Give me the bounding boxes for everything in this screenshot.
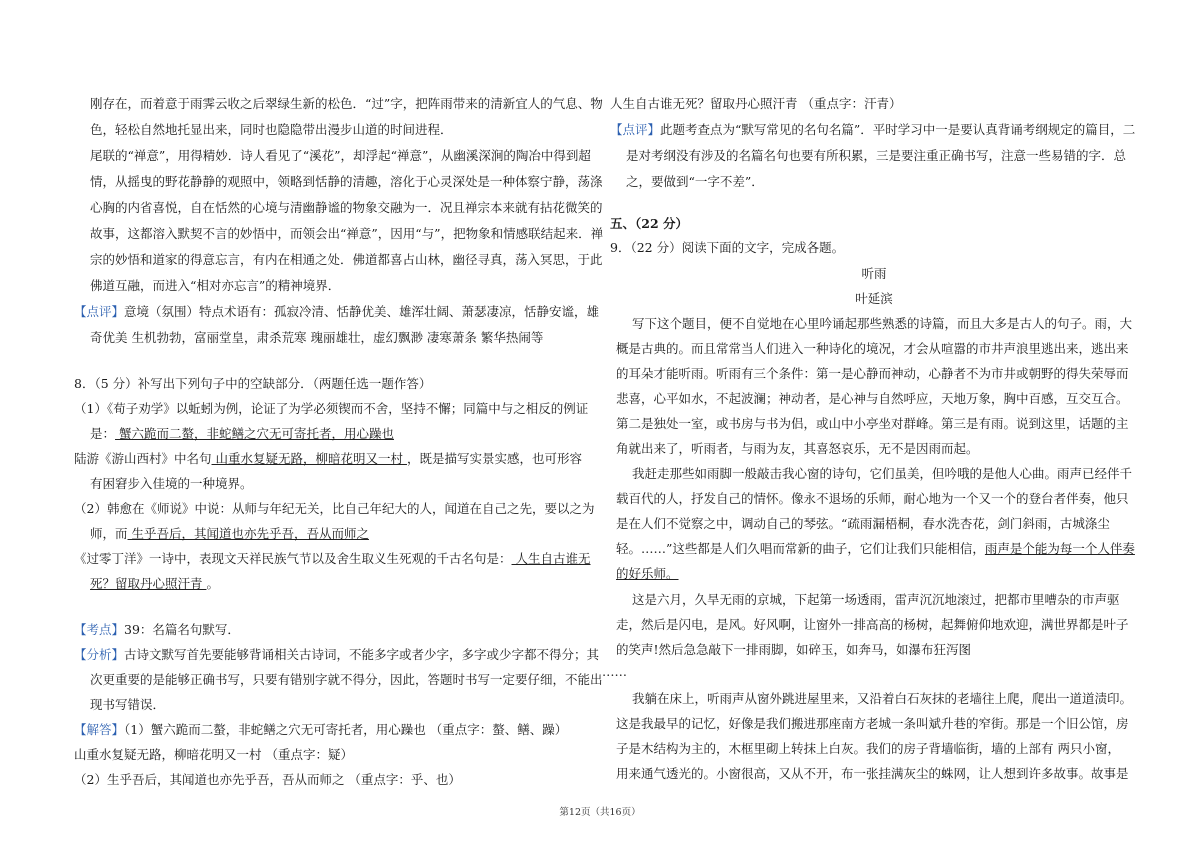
essay-line bbox=[616, 564, 679, 582]
text-line: 心胸的内省喜悦，自在恬然的心境与清幽静谧的物象交融为一．况且禅宗本来就有拈花微笑的 bbox=[90, 200, 603, 215]
analysis-block bbox=[74, 645, 599, 663]
essay-line: 的耳朵才能听雨。听雨有三个条件：第一是心静而神动，心静者不为市井或朝野的得失荣辱而 bbox=[616, 366, 1129, 381]
analysis-text: 古诗文默写首先要能够背诵相关古诗词，不能多字或者少字，多字或少字都不得分；其 bbox=[124, 647, 600, 662]
text-line: 人生自古谁无死？留取丹心照汗青 （重点字：汗青） bbox=[610, 96, 902, 111]
text-line bbox=[90, 424, 394, 442]
essay-line bbox=[616, 539, 1135, 557]
text-span: 。 bbox=[206, 576, 219, 591]
text-span: 陆游《游山西村》中名句 bbox=[74, 451, 212, 466]
text-line bbox=[90, 574, 219, 592]
answer-fill: 生乎吾后，其闻道也亦先乎吾，吾从而师之 bbox=[127, 526, 369, 541]
essay-line: 第二是独处一室，或书房与书为侣，或山中小亭坐对群峰。第三是有雨。说到这里，话题的主 bbox=[616, 416, 1129, 431]
comment-block bbox=[610, 120, 1135, 138]
text-span: 《过零丁洋》一诗中，表现文天祥民族气节以及舍生取义生死观的千古名句是： bbox=[74, 551, 512, 566]
text-line: 故事，这都溶入默契不言的妙悟中，而领会出“禅意”，因用“与”，把物象和情感联结起来．禅 bbox=[90, 226, 604, 241]
essay-line: 用来通气透光的。小窗很高，又从不开，布一张挂满灰尘的蛛网，让人想到许多故事。故事是 bbox=[616, 766, 1129, 781]
kaodian-block bbox=[74, 620, 240, 638]
text-line: 情，从摇曳的野花静静的观照中，领略到恬静的清趣，溶化于心灵深处是一种体察宁静，荡涤 bbox=[90, 174, 603, 189]
text-line: 宗的妙悟和道家的得意忘言，有内在相通之处．佛道都喜占山林，幽径寻真，荡入冥思，于此 bbox=[90, 252, 603, 267]
comment-tag: 【点评】 bbox=[74, 304, 125, 319]
essay-line: 我躺在床上，听雨声从窗外跳进屋里来，又沿着白石灰抹的老墙往上爬，爬出一道道渍印。 bbox=[632, 691, 1133, 706]
text-span: 是： bbox=[90, 426, 116, 441]
text-line bbox=[90, 524, 369, 542]
essay-author: 叶延滨 bbox=[855, 291, 893, 306]
question-title: 8．（5 分）补写出下列句子中的空缺部分．（两题任选一题作答） bbox=[74, 376, 432, 391]
essay-line: 角就出来了，听雨者，与雨为友，其喜怒哀乐，无不是因雨而起。 bbox=[616, 441, 979, 456]
analysis-tag: 【分析】 bbox=[74, 647, 125, 662]
comment-text: 奇优美 生机勃勃，富丽堂皇，肃杀荒寒 瑰丽雄壮，虚幻飘渺 凄寒萧条 繁华热闹等 bbox=[90, 330, 544, 345]
text-line: 佛道互融，而进入“相对亦忘言”的精神境界． bbox=[90, 278, 341, 293]
ellipsis: …… bbox=[602, 664, 627, 679]
answer-fill: 山重水复疑无路，柳暗花明又一村 bbox=[211, 451, 407, 466]
text-span: 师，而 bbox=[90, 526, 128, 541]
essay-line: 这是我最早的记忆，好像是我们搬进那座南方老城一条叫斌升巷的窄街。那是一个旧公馆，房 bbox=[616, 716, 1129, 731]
text-span: 轻。……”这些都是人们久唱而常新的曲子，它们让我们只能相信， bbox=[616, 541, 985, 556]
answer-text: 山重水复疑无路，柳暗花明又一村 （重点字：疑） bbox=[74, 747, 353, 762]
essay-line: 这是六月，久旱无雨的京城，下起第一场透雨，雷声沉沉地滚过，把都市里嘈杂的市声驱 bbox=[632, 592, 1120, 607]
comment-text: 意境（氛围）特点术语有：孤寂冷清、恬静优美、雄浑壮阔、萧瑟凄凉，恬静安谧，雄 bbox=[124, 304, 600, 319]
essay-line: 概是古典的。而且常常当人们进入一种诗化的境况，才会从喧嚣的市井声浪里逃出来，逃出来 bbox=[616, 341, 1129, 356]
essay-line: 写下这个题目，便不自觉地在心里吟诵起那些熟悉的诗篇，而且大多是古人的句子。雨，大 bbox=[632, 316, 1133, 331]
essay-line: 子是木结构为主的，木框里砌上转抹上白灰。我们的房子背墙临街，墙的上部有 两只小窗， bbox=[616, 741, 1120, 756]
section-heading: 五、（22 分） bbox=[610, 216, 688, 231]
text-line bbox=[74, 549, 591, 567]
analysis-text: 现书写错误． bbox=[90, 697, 166, 712]
comment-text: 是对考纲没有涉及的名篇名句也要有所积累，三是要注重正确书写，注意一些易错的字．总 bbox=[626, 148, 1127, 163]
answer-fill: 死？留取丹心照汗青 bbox=[90, 576, 207, 591]
text-line: 刚存在，而着意于雨霁云收之后翠绿生新的松色．“过”字，把阵雨带来的清新宜人的气息、物 bbox=[90, 96, 603, 111]
answer-fill: 人生自古谁无 bbox=[511, 551, 591, 566]
comment-tag: 【点评】 bbox=[610, 122, 661, 137]
essay-line: 的笑声!然后急急敲下一排雨脚，如碎玉，如奔马，如瀑布狂泻图 bbox=[616, 642, 972, 657]
answer-fill: 蟹六跪而二螯，非蛇鳝之穴无可寄托者，用心躁也 bbox=[115, 426, 394, 441]
comment-text: 之，要做到“一字不差”． bbox=[626, 174, 764, 189]
analysis-text: 次更重要的是能够正确书写，只要有错别字就不得分，因此，答题时书写一定要仔细，不能出 bbox=[90, 672, 603, 687]
text-line: 色，轻松自然地托显出来，同时也隐隐带出漫步山道的时间进程． bbox=[90, 122, 453, 137]
essay-line: 走，然后是闪电，是风。好风啊，让窗外一排高高的杨树，起舞俯仰地欢迎，满世界都是叶子 bbox=[616, 617, 1129, 632]
question-title: 9．（22 分）阅读下面的文字，完成各题。 bbox=[610, 240, 845, 255]
text-line: （1）《荀子劝学》以蚯蚓为例，论证了为学必须锲而不舍，坚持不懈；同篇中与之相反的例证 bbox=[74, 401, 589, 416]
text-line: （2）韩愈在《师说》中说：从师与年纪无关，比自己年纪大的人，闻道在自己之先，要以之为 bbox=[74, 501, 595, 516]
answer-block bbox=[74, 720, 567, 738]
answer-text: （2）生乎吾后，其闻道也亦先乎吾，吾从而师之 （重点字：乎、也） bbox=[74, 772, 461, 787]
underlined-sentence: 的好乐师。 bbox=[616, 566, 679, 581]
essay-line: 悲喜，心平如水，不起波澜；神动者，是心神与自然呼应，天地万象，胸中百感，互交互合。 bbox=[616, 391, 1129, 406]
text-line: 尾联的“禅意”，用得精妙．诗人看见了“溪花”，却浮起“禅意”，从幽溪深涧的陶冶中得到超 bbox=[90, 148, 591, 163]
essay-line: 是在人们不觉察之中，调动自己的琴弦。“疏雨漏梧桐，春水洗杏花，剑门斜雨，古城涤尘 bbox=[616, 516, 1110, 531]
kaodian-text: 39：名篇名句默写． bbox=[124, 622, 240, 637]
page-footer: 第12页（共16页） bbox=[559, 807, 641, 818]
text-line: 有困窘步入佳境的一种境界。 bbox=[90, 476, 253, 491]
comment-text: 此题考查点为“默写常见的名句名篇”．平时学习中一是要认真背诵考纲规定的篇目，二 bbox=[660, 122, 1136, 137]
underlined-sentence: 雨声是个能为每一个人伴奏 bbox=[984, 541, 1135, 556]
essay-line: 我赶走那些如雨脚一般敲击我心窗的诗句，它们虽美，但吟哦的是他人心曲。雨声已经伴千 bbox=[632, 466, 1133, 481]
comment-block bbox=[74, 302, 599, 320]
text-span: ，既是描写实景实感，也可形容 bbox=[406, 451, 582, 466]
kaodian-tag: 【考点】 bbox=[74, 622, 125, 637]
essay-title: 听雨 bbox=[861, 266, 887, 281]
essay-line: 载百代的人，抒发自己的情怀。像永不退场的乐师，耐心地为一个又一个的登台者伴奏，他只 bbox=[616, 491, 1129, 506]
answer-text: （1）蟹六跪而二螯，非蛇鳝之穴无可寄托者，用心躁也 （重点字：螯、鳝、躁） bbox=[124, 722, 568, 737]
answer-tag: 【解答】 bbox=[74, 722, 125, 737]
text-line bbox=[74, 449, 582, 467]
